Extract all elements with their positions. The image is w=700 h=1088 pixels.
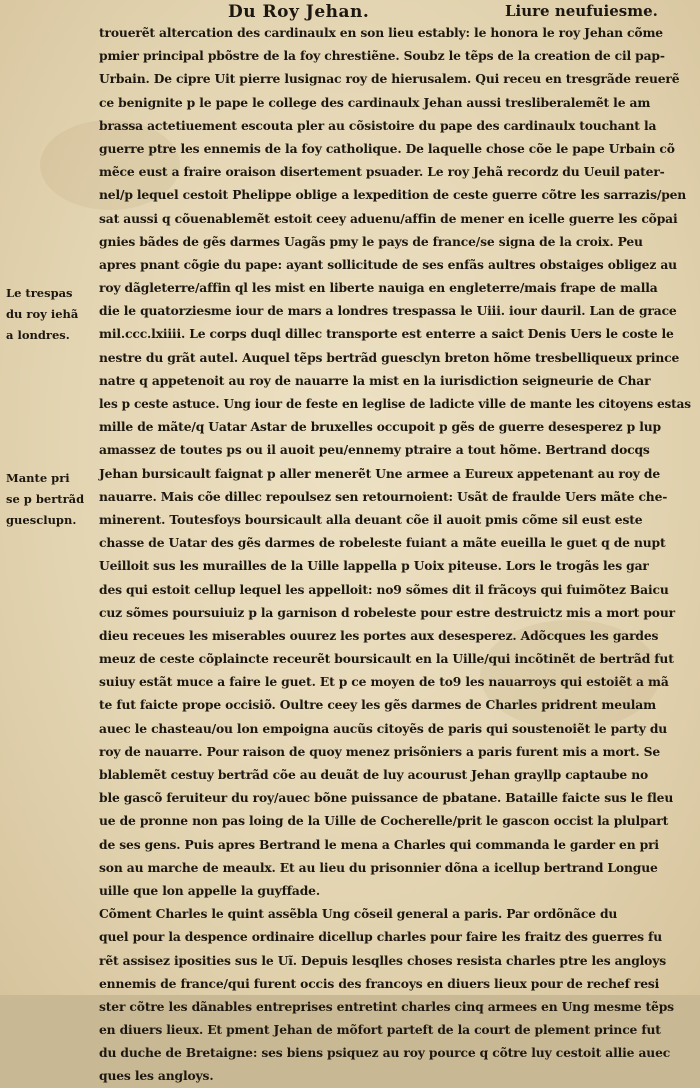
margin-note-line: a londres. [6, 328, 70, 342]
text-line: natre q appetenoit au roy de nauarre la mist en la iurisdiction seigneurie de Char [99, 372, 651, 388]
body-text [99, 21, 691, 1088]
text-line: Urbain. De cipre Uit pierre lusignac roy de hierusalem. Qui receu en tresgrãde reuerẽ [99, 71, 680, 87]
text-line: sat aussi q cõuenablemẽt estoit ceey aduenu/affin de mener en icelle guerre les cõpai [99, 210, 678, 226]
text-line: blablemẽt cestuy bertrãd cõe au deuãt de luy acourust Jehan grayllp captaube no [99, 767, 649, 782]
text-line: en diuers lieux. Et pment Jehan de mõfort parteft de la court de plement prince fut [99, 1022, 661, 1038]
text-line: guerre ptre les ennemis de la foy catholique. De laquelle chose cõe le pape Urbain cõ [99, 140, 675, 156]
text-line: du duche de Bretaigne: ses biens psiquez au roy pource q cõtre luy cestoit allie auec [99, 1045, 671, 1061]
text-line: ue de pronne non pas loing de la Uille de Cocherelle/prit le gascon occist la plulpart [99, 813, 669, 829]
text-line: te fut faicte prope occisiõ. Oultre ceey les gẽs darmes de Charles pridrent meulam [99, 697, 656, 713]
text-line: des qui estoit cellup lequel les appelloit: no9 sõmes dit il frãcoys qui fuimõtez Baicu [99, 581, 669, 597]
text-line: son au marche de meaulx. Et au lieu du prisonnier dõna a icellup bertrand Longue [99, 859, 658, 875]
text-line: apres pnant cõgie du pape: ayant sollicitude de ses enfãs aultres obstaiges obligez au [99, 256, 677, 272]
text-line: ennemis de france/qui furent occis des francoys en diuers lieux pour de rechef resi [99, 975, 660, 991]
text-line: ques les angloys. [99, 1068, 214, 1084]
text-line: minerent. Toutesfoys boursicault alla deuant cõe il auoit pmis cõme sil eust este [99, 511, 643, 527]
text-line: rẽt assisez iposities sus le Uĩ. Depuis lesqlles choses resista charles ptre les angloys [99, 952, 667, 968]
text-line: nauarre. Mais cõe dillec repoulsez sen retournoient: Usãt de fraulde Uers mãte che- [99, 488, 668, 504]
text-line: mille de mãte/q Uatar Astar de bruxelles occupoit p gẽs de guerre desesperez p lup [99, 419, 661, 435]
text-line: meuz de ceste cõplaincte receurẽt boursicault en la Uille/qui incõtinẽt de bertrãd fut [99, 651, 674, 667]
book-label: Liure neufuiesme. [505, 2, 658, 20]
text-line: suiuy estãt muce a faire le guet. Et p ce moyen de to9 les nauarroys qui estoiẽt a mã [99, 674, 669, 690]
text-line: mil.ccc.lxiiii. Le corps duql dillec transporte est enterre a saict Denis Uers le coste le [99, 326, 674, 342]
text-line: ster cõtre les dãnables entreprises entretint charles cinq armees en Ung mesme tẽps [99, 998, 674, 1014]
text-line: amassez de toutes ps ou il auoit peu/ennemy ptraire a tout hõme. Bertrand docqs [99, 442, 650, 458]
text-line: chasse de Uatar des gẽs darmes de robeleste fuiant a mãte eueilla le guet q de nupt [99, 535, 666, 551]
text-line: uille que lon appelle la guyffade. [99, 882, 320, 898]
margin-note-line: Le trespas [6, 286, 73, 300]
margin-note-line: Mante pri [6, 471, 70, 485]
text-line: Jehan bursicault faignat p aller menerẽt Une armee a Eureux appetenant au roy de [99, 465, 661, 481]
text-line: pmier principal pbõstre de la foy chrestiẽne. Soubz le tẽps de la creation de cil pap- [99, 48, 665, 64]
text-line: ble gascõ feruiteur du roy/auec bõne puissance de pbatane. Bataille faicte sus le fleu [99, 790, 674, 806]
text-line: brassa actetiuement escouta pler au cõsistoire du pape des cardinaulx touchant la [99, 117, 657, 133]
text-line: de ses gens. Puis apres Bertrand le mena a Charles qui commanda le garder en pri [99, 836, 659, 852]
text-line: auec le chasteau/ou lon empoigna aucũs citoyẽs de paris qui soustenoiẽt le party du [99, 720, 668, 736]
margin-note-line: se p bertrãd [6, 492, 85, 506]
text-line: cuz sõmes poursuiuiz p la garnison d robeleste pour estre destruictz mis a mort pour [99, 604, 675, 620]
text-line: roy dãgleterre/affin ql les mist en liberte nauiga en engleterre/mais frape de malla [99, 280, 658, 296]
text-line: trouerẽt altercation des cardinaulx en son lieu estably: le honora le roy Jehan cõme [99, 25, 663, 40]
text-line: gnies bãdes de gẽs darmes Uagãs pmy le pays de france/se signa de la croix. Peu [99, 233, 643, 249]
text-line: Cõment Charles le quint assẽbla Ung cõseil general a paris. Par ordõnãce du [99, 906, 618, 922]
text-line: ce benignite p le pape le college des cardinaulx Jehan aussi tresliberalemẽt le am [99, 94, 651, 110]
text-line: quel pour la despence ordinaire dicellup charles pour faire les fraitz des guerres fu [99, 929, 662, 945]
margin-note-line: du roy iehã [6, 307, 79, 321]
text-line: Ueilloit sus les murailles de la Uille lappella p Uoix piteuse. Lors le trogãs les gar [99, 558, 649, 574]
text-line: les p ceste astuce. Ung iour de feste en leglise de ladicte ville de mante les citoyens estas [99, 396, 691, 411]
margin-note-trespas [6, 283, 94, 346]
text-line: nestre du grãt autel. Auquel tẽps bertrãd guesclyn breton hõme tresbelliqueux prince [99, 349, 680, 365]
text-line: mẽce eust a fraire oraison disertement psuader. Le roy Jehã recordz du Ueuil pater- [99, 164, 665, 180]
running-head [0, 0, 700, 22]
text-line: nel/p lequel cestoit Phelippe oblige a lexpedition de ceste guerre cõtre les sarrazis/pen [99, 187, 687, 203]
text-line: roy de nauarre. Pour raison de quoy menez prisõniers a paris furent mis a mort. Se [99, 743, 661, 759]
margin-note-mante [6, 468, 94, 531]
margin-note-line: guesclupn. [6, 513, 77, 527]
running-title: Du Roy Jehan. [228, 2, 370, 22]
text-line: dieu receues les miserables ouurez les portes aux desesperez. Adõcques les gardes [99, 627, 659, 643]
text-line: die le quatorziesme iour de mars a londres trespassa le Uiii. iour dauril. Lan de grace [99, 303, 677, 319]
